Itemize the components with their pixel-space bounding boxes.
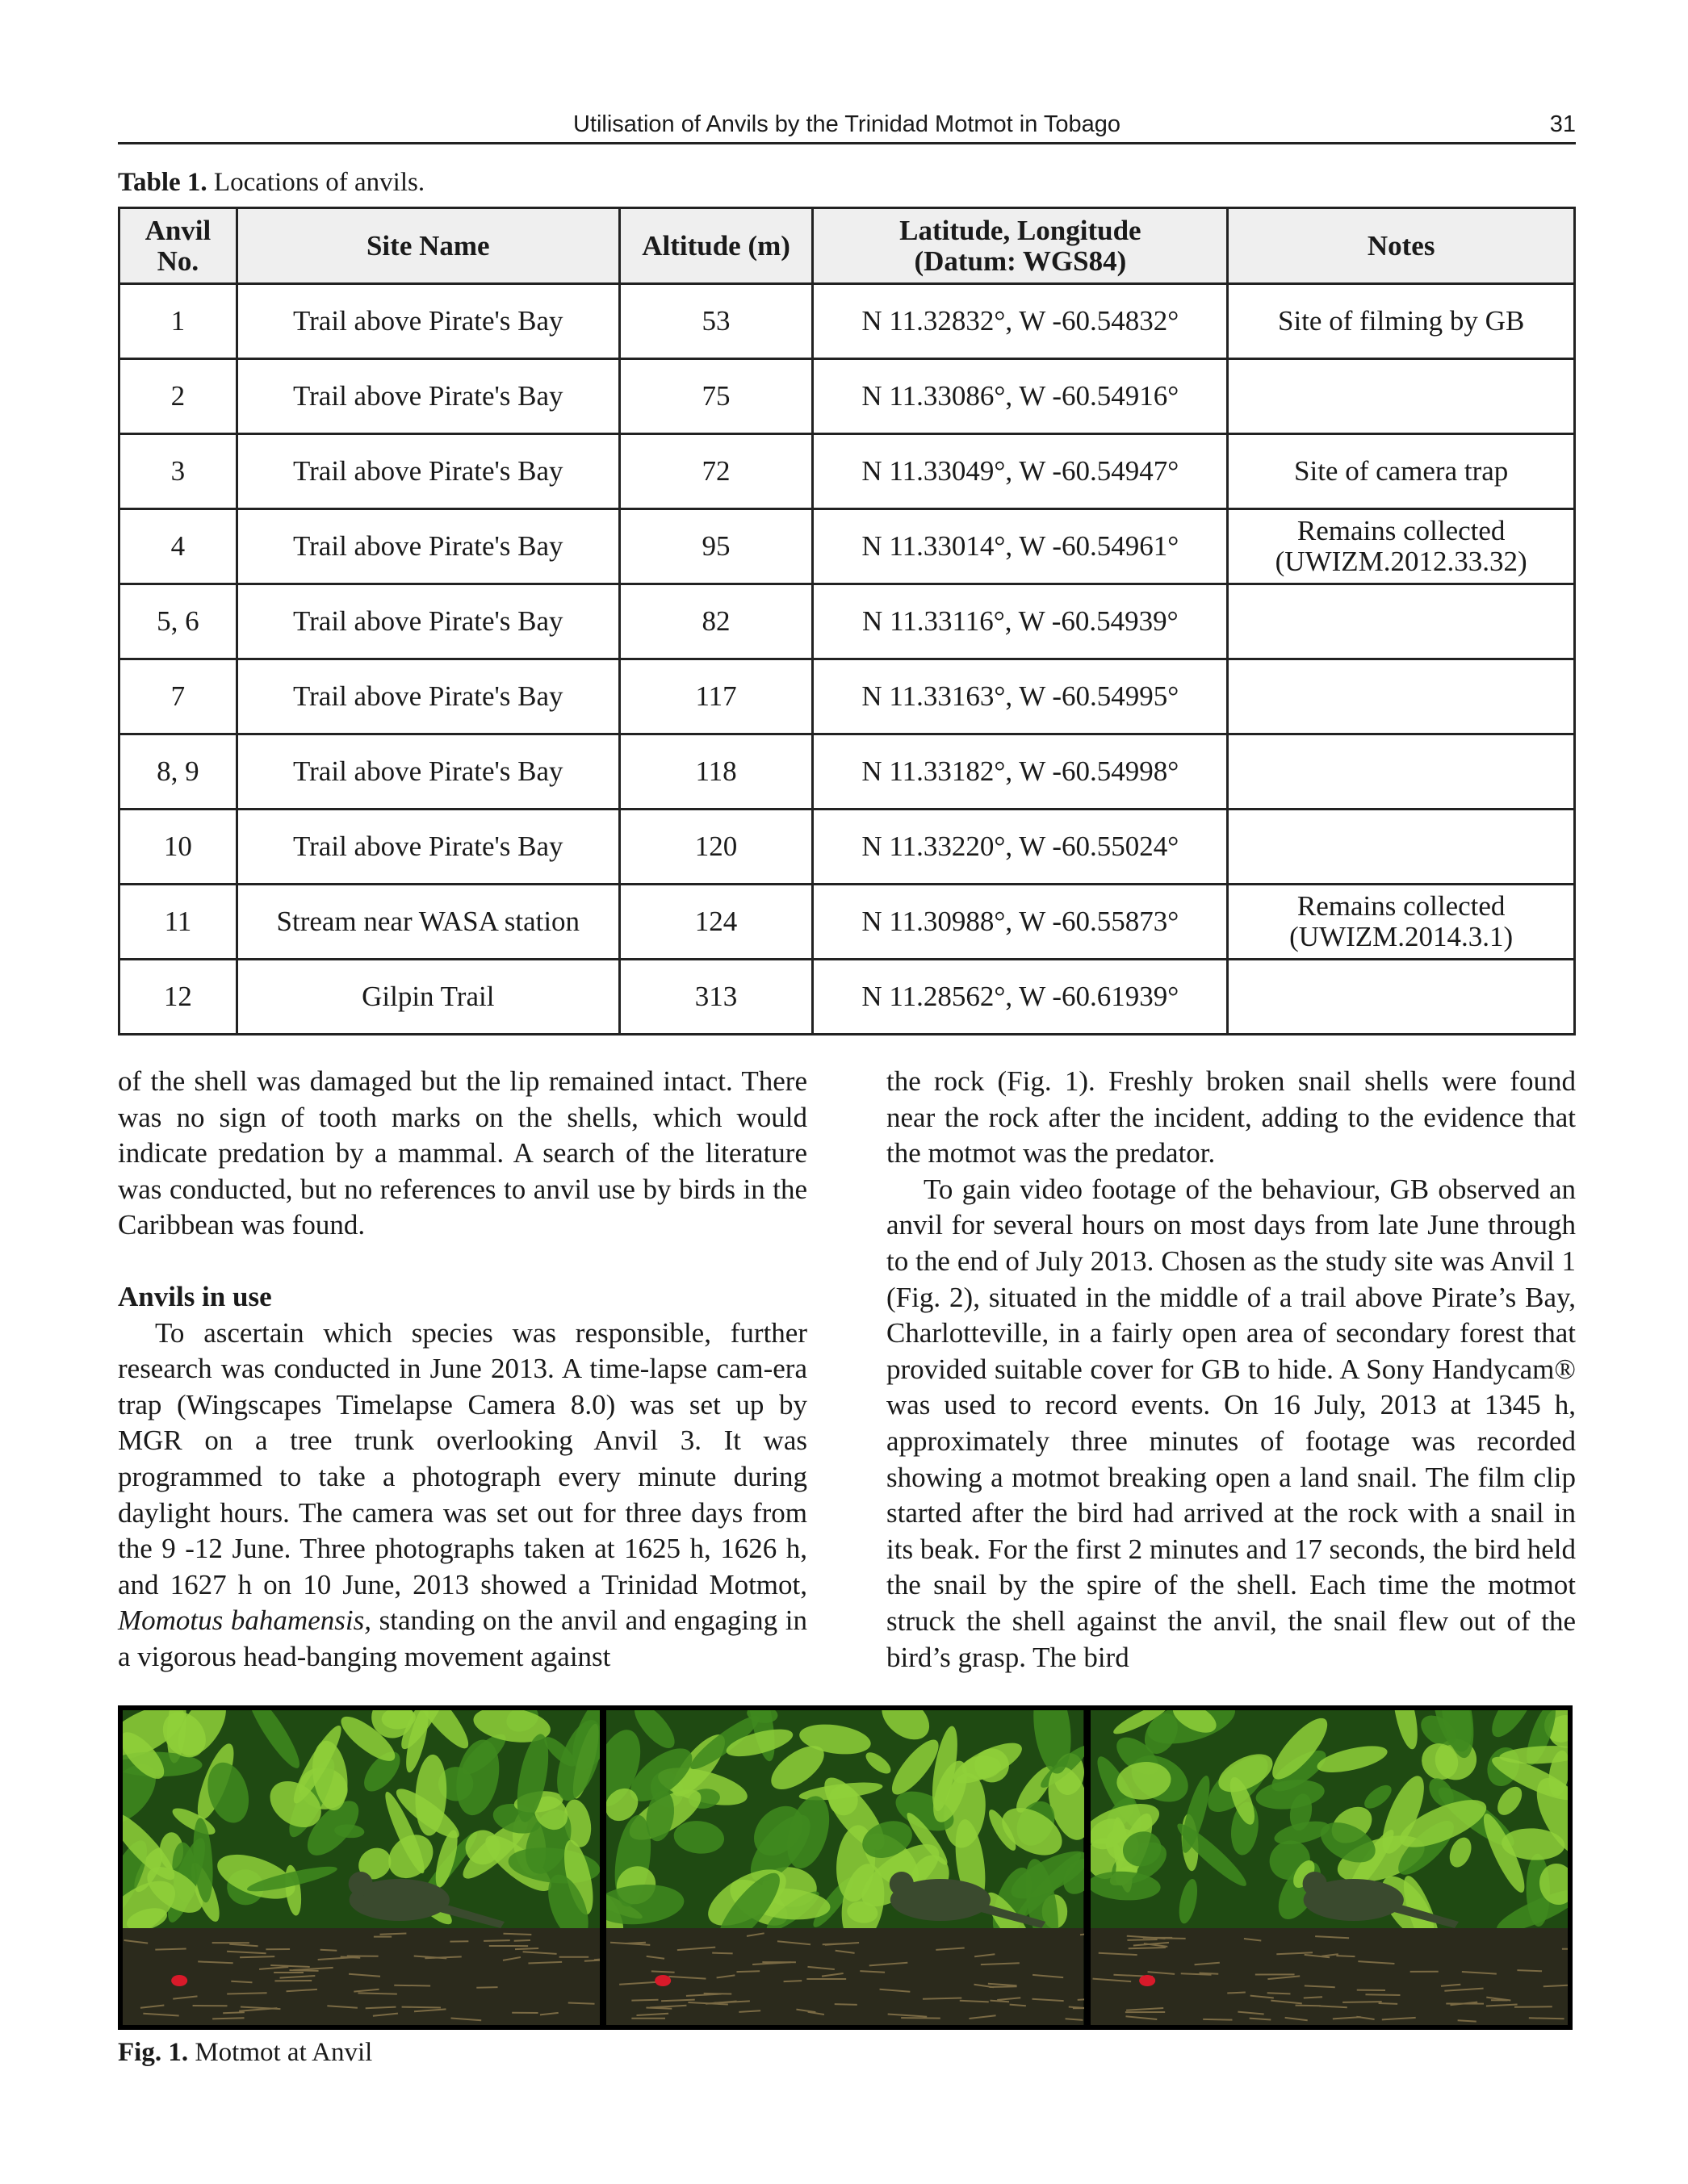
paragraph: the rock (Fig. 1). Freshly broken snail shells were found near the rock after the incident, adding to the evidence that the motmot was the predator. <box>886 1065 1576 1169</box>
notes <box>1228 734 1575 810</box>
site-name: Trail above Pirate's Bay <box>237 659 619 734</box>
altitude: 313 <box>619 960 813 1035</box>
coordinates: N 11.33086°, W -60.54916° <box>813 359 1228 434</box>
altitude: 82 <box>619 584 813 659</box>
anvil-number: 12 <box>119 960 237 1035</box>
anvil-number: 8, 9 <box>119 734 237 810</box>
site-name: Trail above Pirate's Bay <box>237 734 619 810</box>
right-column <box>886 1064 1576 1676</box>
coordinates: N 11.33182°, W -60.54998° <box>813 734 1228 810</box>
anvil-number: 1 <box>119 284 237 359</box>
notes: Site of filming by GB <box>1228 284 1575 359</box>
table-row <box>119 659 1575 734</box>
site-name: Gilpin Trail <box>237 960 619 1035</box>
coordinates: N 11.32832°, W -60.54832° <box>813 284 1228 359</box>
section-heading: Anvils in use <box>118 1280 272 1312</box>
site-name: Trail above Pirate's Bay <box>237 434 619 509</box>
anvil-number: 3 <box>119 434 237 509</box>
altitude: 124 <box>619 885 813 960</box>
table-row <box>119 960 1575 1035</box>
coordinates: N 11.33163°, W -60.54995° <box>813 659 1228 734</box>
table-row <box>119 734 1575 810</box>
header-altitude: Altitude (m) <box>619 208 813 284</box>
header-anvil: Anvil No. <box>119 208 237 284</box>
paragraph: To gain video footage of the behaviour, GB observed an anvil for several hours on most days from late June through to the end of July 2013. Chosen as the study site was Anvil 1 (Fig. 2), situated in the middle of a trail above Pirate’s Bay, Charlotteville, in a fairly open area of secondary forest that provided suitable cover for GB to hide. A Sony Handycam® was used to record events. On 16 July, 2013 at 1345 h, approximately three minutes of footage was recorded showing a motmot breaking open a land snail. The film clip started after the bird had arrived at the rock with a snail in its beak. For the first 2 minutes and 17 seconds, the bird held the snail by the spire of the shell. Each time the motmot struck the shell against the anvil, the snail flew out of the bird’s grasp. The bird <box>886 1173 1576 1673</box>
header-site: Site Name <box>237 208 619 284</box>
altitude: 118 <box>619 734 813 810</box>
altitude: 120 <box>619 810 813 885</box>
altitude: 75 <box>619 359 813 434</box>
table-header-row <box>119 208 1575 284</box>
camera-trap-photo-3 <box>1091 1710 1568 2025</box>
anvil-number: 4 <box>119 509 237 584</box>
anvil-number: 10 <box>119 810 237 885</box>
altitude: 53 <box>619 284 813 359</box>
table-row <box>119 434 1575 509</box>
table-caption-text: Locations of anvils. <box>207 168 425 197</box>
notes <box>1228 359 1575 434</box>
figure-1-photos <box>118 1705 1573 2030</box>
anvil-number: 5, 6 <box>119 584 237 659</box>
coordinates: N 11.33014°, W -60.54961° <box>813 509 1228 584</box>
running-header <box>118 110 1576 144</box>
camera-trap-photo-2 <box>606 1710 1083 2025</box>
notes: Remains collected (UWIZM.2012.33.32) <box>1228 509 1575 584</box>
site-name: Stream near WASA station <box>237 885 619 960</box>
site-name: Trail above Pirate's Bay <box>237 810 619 885</box>
site-name: Trail above Pirate's Bay <box>237 359 619 434</box>
site-name: Trail above Pirate's Bay <box>237 584 619 659</box>
notes: Site of camera trap <box>1228 434 1575 509</box>
running-title: Utilisation of Anvils by the Trinidad Motmot in Tobago <box>572 111 1121 137</box>
site-name: Trail above Pirate's Bay <box>237 509 619 584</box>
notes <box>1228 960 1575 1035</box>
notes <box>1228 810 1575 885</box>
table-row <box>119 359 1575 434</box>
figure-caption-label: Fig. 1. <box>118 2038 189 2067</box>
paragraph: of the shell was damaged but the lip remained intact. There was no sign of tooth marks on the shells, which would indicate predation by a mammal. A search of the literature was conducted, but no references to anvil use by birds in the Caribbean was found. <box>118 1065 807 1241</box>
table-row <box>119 509 1575 584</box>
page-number: 31 <box>1549 111 1576 137</box>
anvil-number: 2 <box>119 359 237 434</box>
coordinates: N 11.33220°, W -60.55024° <box>813 810 1228 885</box>
header-notes: Notes <box>1228 208 1575 284</box>
altitude: 95 <box>619 509 813 584</box>
species-name: Momotus bahamensis, <box>118 1605 371 1637</box>
altitude: 72 <box>619 434 813 509</box>
anvil-number: 11 <box>119 885 237 960</box>
table-row <box>119 284 1575 359</box>
notes <box>1228 584 1575 659</box>
anvil-locations-table <box>118 207 1576 1036</box>
table-caption-label: Table 1. <box>118 168 207 197</box>
figure-caption-text: Motmot at Anvil <box>188 2038 373 2067</box>
left-column <box>118 1064 807 1676</box>
altitude: 117 <box>619 659 813 734</box>
paragraph: To ascertain which species was responsible, further research was conducted in June 2013. A time-lapse cam-era trap (Wingscapes Timelapse Camera 8.0) was set up by MGR on a tree trunk overlooking Anvil 3. It was programmed to take a photograph every minute during daylight hours. The camera was set out for three days from the 9 -12 June. Three photographs taken at 1625 h, 1626 h, and 1627 h on 10 June, 2013 showed a Trinidad Motmot, Momotus bahamensis, standing on the anvil and engaging in a vigorous head-banging movement against <box>118 1316 807 1672</box>
coordinates: N 11.33049°, W -60.54947° <box>813 434 1228 509</box>
coordinates: N 11.28562°, W -60.61939° <box>813 960 1228 1035</box>
figure-caption <box>118 2038 372 2068</box>
header-coords: Latitude, Longitude (Datum: WGS84) <box>813 208 1228 284</box>
camera-trap-photo-1 <box>123 1710 600 2025</box>
anvil-number: 7 <box>119 659 237 734</box>
coordinates: N 11.33116°, W -60.54939° <box>813 584 1228 659</box>
table-row <box>119 885 1575 960</box>
coordinates: N 11.30988°, W -60.55873° <box>813 885 1228 960</box>
notes: Remains collected (UWIZM.2014.3.1) <box>1228 885 1575 960</box>
notes <box>1228 659 1575 734</box>
table-caption <box>118 168 425 198</box>
site-name: Trail above Pirate's Bay <box>237 284 619 359</box>
table-row <box>119 584 1575 659</box>
table-row <box>119 810 1575 885</box>
